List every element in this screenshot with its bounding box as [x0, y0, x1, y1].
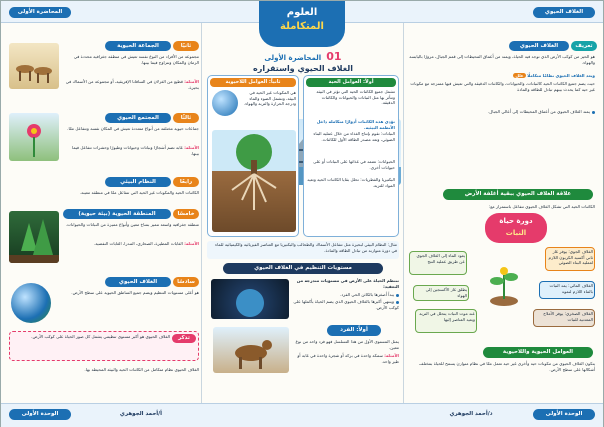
sec4-text: الكائنات الحية والمكونات غير الحية التي تتفاعل معًا في منطقة معينة. — [79, 190, 199, 195]
extent-bullet — [409, 109, 595, 115]
deer-icon — [213, 327, 289, 373]
sec5-example-label: الأمثلة: — [184, 241, 199, 246]
sec5-title: المنطقة الحيوية (بيئة حيوية) — [63, 209, 171, 219]
factors-text: يتكون الغلاف الحيوي من مكونات حية وأخرى غير حية تعمل معًا في نظام متوازن يسمح للحياة بمختلف أشكالها على سطح الأرض. — [419, 361, 595, 372]
gazelles-image — [9, 43, 59, 89]
footer-bar — [1, 403, 603, 427]
sec2-label: ثانيًا — [173, 41, 199, 51]
sec6-title: الغلاف الحيوي — [105, 277, 171, 287]
earth-graphic — [212, 90, 238, 116]
level-item-1 — [293, 292, 399, 298]
definition-title: الغلاف الحيوي — [509, 41, 569, 51]
lesson-header — [237, 45, 369, 73]
cycle-title-box — [485, 213, 547, 243]
sec5-example-text: الغابات المطيرة، الصحاري، التندرا، الغابات النفضية. — [93, 241, 183, 246]
plant-icon — [479, 257, 529, 307]
remember-text: الغلاف الحيوي هو أكبر مستوى تنظيمي يشمل كل صور الحياة على كوكب الأرض. — [31, 334, 170, 339]
sec2-title: الجماعة الحيوية — [105, 41, 171, 51]
sec4-label: رابعًا — [173, 177, 199, 187]
earth-levels-image — [211, 279, 289, 319]
integrated-system-heading — [409, 73, 595, 79]
decomposers-text: البكتيريا والفطريات: تحلل بقايا الكائنات الحية وتعيد المواد للتربة. — [307, 177, 395, 188]
sec2-example-text: قطيع من الغزلان في السافانا الإفريقية، أو مجموعة من الأسماك في بحيرة. — [65, 79, 199, 90]
cycle-node-air: الغلاف الجوي: يوفر غاز ثاني أكسيد الكربون اللازم لعملية البناء الضوئي — [545, 247, 595, 271]
lesson-number: 01 — [326, 50, 342, 63]
logo — [259, 1, 345, 47]
sec3-example-label: الأمثلة: — [184, 145, 199, 150]
community-image — [9, 113, 59, 161]
definition-text: هو الحيز من كوكب الأرض الذي توجد فيه الحياة، ويمتد من أعماق المحيطات إلى قمم الجبال، مرورًا باليابسة والهواء. — [409, 54, 595, 65]
remember-label: تذكر — [172, 334, 196, 343]
sec2-example — [63, 79, 199, 97]
forest-icon — [9, 211, 59, 263]
definition-label: تعريف — [571, 41, 597, 51]
earth-image — [11, 283, 51, 323]
logo-line1: العلوم — [286, 7, 318, 18]
divider — [403, 23, 404, 406]
biotic-heading: أولاً: العوامل الحية — [306, 78, 396, 87]
cycle-node-transpiration: يعود الماء إلى الغلاف الجوي عن طريق عملية النتح — [409, 251, 467, 275]
extent-text: يمتد الغلاف الحيوي من أعماق المحيطات إلى أعالي الجبال. — [487, 109, 590, 114]
sec3-label: ثالثًا — [173, 113, 199, 123]
cycle-title-2: النبات — [505, 229, 527, 237]
cycle-center — [479, 257, 529, 307]
tree-icon — [212, 130, 296, 232]
sec5-example — [63, 241, 199, 259]
reason-badge: علل — [515, 73, 524, 78]
abiotic-heading: ثانياً: العوامل اللاحيوية — [210, 78, 296, 87]
levels-title: مستويات التنظيم في الغلاف الحيوي — [223, 263, 383, 274]
forest-image — [9, 211, 59, 263]
sec2-example-label: الأمثلة: — [184, 79, 199, 84]
divider — [201, 23, 202, 406]
animal-image — [213, 327, 289, 373]
sec3-example-text: غابة تضم أشجارًا ونباتات وحيوانات وطيورًا وحشرات تتفاعل فيما بينها. — [72, 145, 199, 156]
left-footer-note: الغلاف الحيوي نظام متكامل من الكائنات الحية والبيئة المحيطة بها. — [84, 367, 199, 372]
sec5-text: منطقة جغرافية واسعة تتميز بمناخ معين وأنواع مميزة من النباتات والحيوانات. — [65, 222, 199, 227]
sec6-text: هو أعلى مستويات التنظيم ويضم جميع المناطق الحيوية على سطح الأرض. — [71, 290, 199, 295]
relation-title: علاقة الغلاف الحيوي ببقية أغلفة الأرض — [443, 189, 593, 200]
cycle-node-water: الغلاف المائي: يمد النبات بالماء اللازم لنموه — [539, 281, 595, 299]
footer-author-left: أ/أحمد الجوهري — [119, 411, 163, 417]
footer-author-right: د/أحمد الجوهري — [449, 411, 493, 417]
abiotic-box — [207, 75, 299, 237]
header-left-tab: المحاضرة الأولى — [9, 7, 71, 18]
cycle-node-oxygen: يطلق غاز الأكسجين إلى الهواء — [413, 285, 469, 301]
cycle-node-decay: عند موت النبات يتحلل في التربة ويعيد العناصر إليها — [415, 309, 477, 333]
role-text: تؤدي هذه الكائنات أدوارًا متكاملة داخل الأنظمة البيئية. — [316, 119, 395, 130]
first-level-heading: أولاً: الفرد — [327, 325, 381, 336]
sec4-title: النظام البيئي — [105, 177, 171, 187]
integrated-system-text: وبعد الغلاف الحيوي نظامًا متكاملًا — [527, 73, 595, 78]
abiotic-text: هي المكونات غير الحية في البيئة، وتشمل الضوء والماء ودرجة الحرارة والتربة والهواء. — [243, 90, 296, 107]
factors-title: العوامل الحيوية واللاحيوية — [483, 347, 593, 358]
sec3-example — [63, 145, 199, 163]
lesson-label: المحاضرة الأولى — [264, 54, 322, 62]
relation-text: الكائنات الحية التي تشكل الغلاف الحيوي تتفاعل باستمرار مع: — [488, 204, 595, 209]
example-text: سمكة واحدة في بركة أو شجرة واحدة في غابة أو طير واحد. — [297, 353, 399, 364]
header-right-tab: الغلاف الحيوي — [533, 7, 595, 18]
sec2-text: مجموعة من الأفراد من النوع نفسه تعيش في منطقة جغرافية محددة في الزمان والمكان وتتزاوج فيما بينها. — [73, 54, 199, 65]
remember-box — [9, 331, 199, 361]
plant-cycle-diagram — [409, 213, 597, 341]
first-level-text: يمثل المستوى الأول من هذا التسلسل فهو فرد واحد من نوع معين. — [295, 339, 399, 350]
cycle-node-rock: الغلاف الصخري: يوفر الأملاح المعدنية للنبات — [533, 309, 595, 327]
biotic-text: تشمل جميع الكائنات الحية التي تؤثر في البيئة وتتأثر بها مثل النباتات والحيوانات والكائنات الدقيقة. — [316, 89, 395, 106]
gazelle-icon — [9, 43, 59, 89]
sec3-title: المجتمع الحيوي — [105, 113, 171, 123]
producers-text: النباتات: تقوم بإنتاج الغذاء من خلال عملية البناء الضوئي، وتعد مصدر الطاقة الأول للكائنات. — [313, 131, 395, 142]
level-item-2 — [293, 299, 399, 317]
level-item-1-text: يبدأ أصغرها بالكائن الحي الفرد. — [339, 292, 394, 297]
integrated-system-body: حيث يضم جميع الكائنات الحية كالنباتات، والحيوانات، والكائنات الدقيقة والتي تعيش فيها ممتزجة مع مكونات غير حية كما يحدث بينهم تبادل للطاقة والمادة — [410, 81, 595, 92]
first-level-example — [293, 353, 399, 371]
logo-line2: المتكاملة — [280, 21, 324, 32]
sec6-label: سادسًا — [173, 277, 199, 287]
lesson-title: الغلاف الحيوي واستقراره — [253, 64, 353, 73]
levels-intro: تنتظم الحياة على الأرض في مستويات متدرجة من التعقيد: — [296, 278, 399, 289]
sec3-text: جماعات حيوية مختلفة من أنواع متعددة تعيش في المكان نفسه وتتفاعل معًا. — [67, 126, 199, 131]
flower-icon — [9, 113, 59, 161]
cycle-title-1: دورة حياة — [499, 217, 533, 225]
example-label: الأمثلة: — [384, 353, 399, 358]
biotic-box — [303, 75, 399, 237]
footer-unit-right: الوحدة الأولى — [533, 409, 595, 420]
example-note: مثال: النظام البيئي لبحيرة مثل تتفاعل الأسماك والطحالب والبكتيريا مع العناصر الفيزيائية والكيميائية للماء في دورة متوازنة من تبادل الطاقة والمادة. — [207, 241, 399, 259]
sec5-label: خامسًا — [173, 209, 199, 219]
tree-roots-image — [212, 130, 296, 232]
footer-unit-left: الوحدة الأولى — [9, 409, 71, 420]
consumers-text: الحيوانات: تعتمد في غذائها على النباتات أو على حيوانات أخرى. — [313, 159, 395, 170]
level-item-2-text: وينتهي أكبرها بالغلاف الحيوي الذي يضم الحياة بأكملها على كوكب الأرض. — [293, 299, 399, 310]
